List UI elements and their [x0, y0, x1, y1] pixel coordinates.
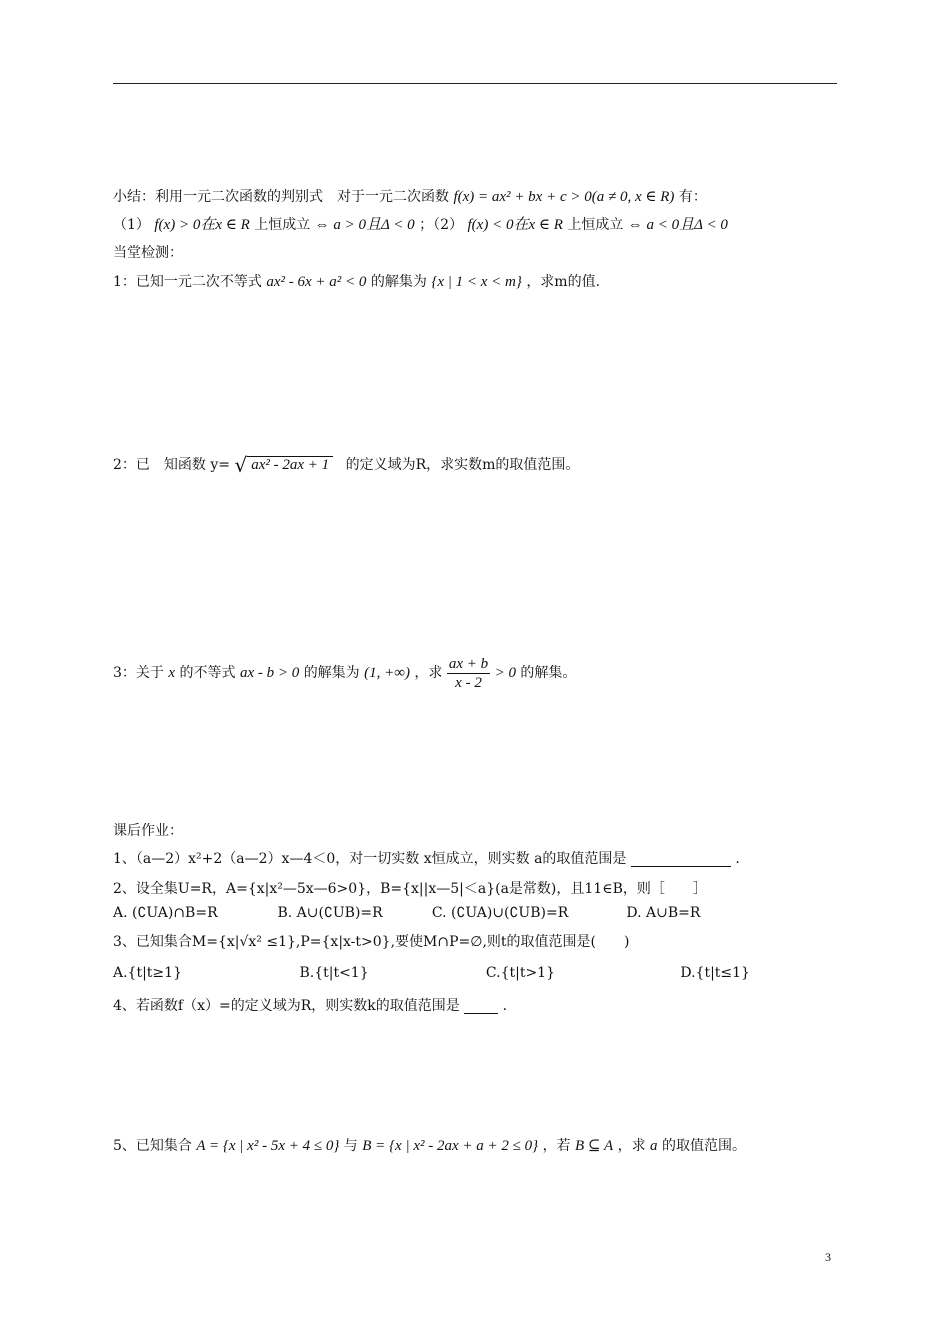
homework-1: 1、（a—2）x²+2（a—2）x—4＜0，对一切实数 x恒成立，则实数 a的取值范围是 .	[113, 851, 740, 867]
question-3: 3：关于 x 的不等式 ax - b > 0 的解集为 (1, +∞) ，求 $\frac{ax + b}{x - 2}$ > 0 的解集。	[113, 655, 577, 691]
homework-2-options	[113, 900, 837, 926]
header-rule	[113, 83, 837, 84]
formula: ax - b > 0	[239, 665, 300, 681]
formula: ⇔ a < 0且Δ < 0	[627, 217, 728, 233]
option-a: A.{t|t≥1}	[113, 965, 182, 981]
formula: B = {x | x² - 2ax + a + 2 ≤ 0}	[362, 1138, 539, 1154]
formula: {x | 1 < x < m}	[431, 274, 522, 290]
formula: f(x) < 0在x ∈ R	[467, 217, 563, 233]
question-1: 1：已知一元二次不等式 ax² - 6x + a² < 0 的解集为 {x | 1 < x < m} ，求m的值.	[113, 274, 601, 290]
answer-blank[interactable]	[631, 852, 731, 867]
formula: f(x) > 0在x ∈ R	[154, 217, 250, 233]
fraction: $\frac{ax + b}{x - 2}$	[448, 655, 489, 691]
option-d: D.{t|t≤1}	[680, 965, 750, 981]
formula: A = {x | x² - 5x + 4 ≤ 0}	[196, 1138, 340, 1154]
section-title-check: 当堂检测：	[113, 245, 183, 261]
formula: (1, +∞)	[364, 665, 410, 681]
page-number: 3	[825, 1250, 831, 1264]
option-c: C. (∁UA)∪(∁UB)=R	[431, 905, 569, 921]
question-2: 2：已 知函数 y= √ ax² - 2ax + 1 的定义域为R，求实数m的取值范围。	[113, 447, 837, 483]
homework-3: 3、已知集合M={x|√x² ≤1},P={x|x-t>0},要使M∩P=∅,则t的取值范围是( )	[113, 934, 630, 950]
option-b: B.{t|t<1}	[299, 965, 369, 981]
homework-4: 4、若函数f（x）=的定义域为R，则实数k的取值范围是 .	[113, 998, 508, 1014]
homework-2: 2、设全集U=R，A={x|x²—5x—6>0}，B={x||x—5|＜a}(a是常数)，且11∈B，则［ ］	[113, 881, 707, 897]
option-b: B. A∪(∁UB)=R	[277, 905, 383, 921]
option-d: D. A∪B=R	[626, 905, 701, 921]
option-a: A. (∁UA)∩B=R	[113, 905, 218, 921]
homework-5: 5、已知集合 A = {x | x² - 5x + 4 ≤ 0} 与 B = {x | x² - 2ax + a + 2 ≤ 0} ，若 B ⊆ A ，求 a 的取值范围。	[113, 1138, 746, 1154]
answer-blank[interactable]	[464, 999, 498, 1014]
section-title-homework: 课后作业：	[113, 823, 183, 839]
summary-line-1: 小结：利用一元二次函数的判别式 对于一元二次函数 f(x) = ax² + bx + c > 0(a ≠ 0, x ∈ R) 有：	[113, 189, 707, 205]
formula: f(x) = ax² + bx + c > 0(a ≠ 0, x ∈ R)	[453, 189, 675, 205]
square-root: √ ax² - 2ax + 1	[234, 447, 333, 483]
option-c: C.{t|t>1}	[485, 965, 555, 981]
homework-3-options	[113, 960, 837, 986]
summary-line-2: （1） f(x) > 0在x ∈ R 上恒成立 ⇔ a > 0且Δ < 0 ；（2） f(x) < 0在x ∈ R 上恒成立 ⇔ a < 0且Δ < 0	[113, 217, 728, 233]
formula: ax² - 6x + a² < 0	[266, 274, 367, 290]
formula: ⇔ a > 0且Δ < 0	[314, 217, 415, 233]
formula: B ⊆ A	[575, 1138, 614, 1154]
